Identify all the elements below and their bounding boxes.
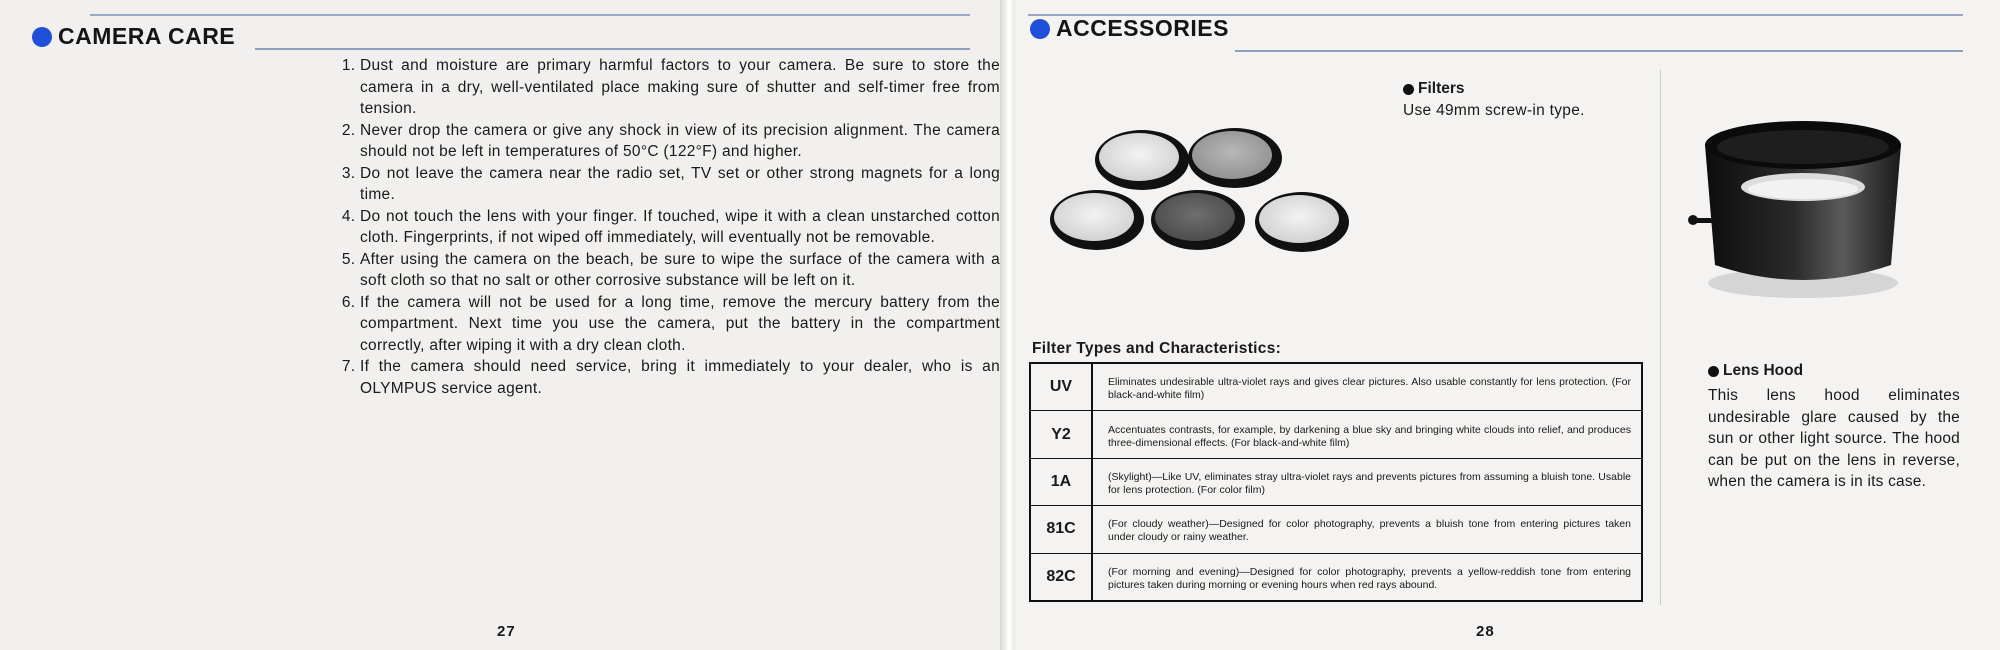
care-item-2: 2. Never drop the camera or give any shock in view of its precision alignment. The camera should not be left in temperatures of 50°C (122°F) and higher. [360,120,1000,163]
filter-description: (For morning and evening)—Designed for color photography, prevents a yellow-reddish tone from entering pictures taken during morning or evening hours when red rays abound. [1108,565,1631,591]
filter-ring-icon [1050,190,1144,250]
camera-care-title: CAMERA CARE [58,23,236,49]
care-item-7: 7. If the camera should need service, bring it immediately to your dealer, who is an OLYMPUS service agent. [360,356,1000,399]
care-item-4: 4. Do not touch the lens with your finger. If touched, wipe it with a clean unstarched cotton cloth. Fingerprints, if not wiped off immediately, will eventually not be removable. [360,206,1000,249]
filter-code: 1A [1031,459,1093,505]
camera-care-heading [32,23,235,50]
filter-code: 81C [1031,506,1093,552]
filter-description: (Skylight)—Like UV, eliminates stray ultra-violet rays and prevents pictures from assuming a bluish tone. Usable for lens protection. (For color film) [1108,471,1631,497]
blue-bullet-icon [1030,19,1050,39]
bullet-icon [1403,84,1414,95]
bullet-icon [1708,366,1719,377]
filter-description: Accentuates contrasts, for example, by darkening a blue sky and bringing white clouds into relief, and produces three-dimensional effects. (For black-and-white film) [1108,423,1631,449]
header-rule-top [90,14,970,16]
page-number-right: 28 [1476,623,1495,640]
table-row [1031,411,1641,458]
filter-table-title: Filter Types and Characteristics: [1032,340,1282,357]
filter-ring-icon [1188,128,1282,188]
blue-bullet-icon [32,27,52,47]
filter-code: 82C [1031,554,1093,600]
filter-description: Eliminates undesirable ultra-violet rays and gives clear pictures. Also usable constantly for lens protection. (For black-and-white film) [1108,376,1631,402]
table-row [1031,364,1641,411]
lens-hood-heading-text: Lens Hood [1723,362,1804,379]
table-row [1031,554,1641,600]
lens-hood-text: This lens hood eliminates undesirable glare caused by the sun or other light source. The hood can be put on the lens in reverse, when the camera is in its case. [1708,387,1960,490]
page-number-left: 27 [497,623,516,640]
header-rule-bottom [255,48,970,50]
filter-ring-icon [1095,130,1189,190]
filter-code: Y2 [1031,411,1093,457]
care-item-6: 6. If the camera will not be used for a long time, remove the mercury battery from the compartment. Next time you use the camera, put the battery in the compartment correctly, after wiping it with a dry clean cloth. [360,292,1000,357]
accessories-heading [1030,15,1229,42]
table-row [1031,506,1641,553]
filter-types-table [1029,362,1643,602]
lens-hood-photo [1685,115,1915,305]
filter-code: UV [1031,364,1093,410]
care-item-3: 3. Do not leave the camera near the radio set, TV set or other strong magnets for a long time. [360,163,1000,206]
accessories-title: ACCESSORIES [1056,15,1229,41]
filter-ring-icon [1151,190,1245,250]
camera-care-list [330,55,1000,399]
book-gutter [1000,0,1015,650]
filters-photo [1050,120,1360,255]
column-divider [1660,70,1661,605]
filters-heading [1403,80,1465,98]
table-row [1031,459,1641,506]
care-item-1: 1. Dust and moisture are primary harmful factors to your camera. Be sure to store the camera in a dry, well-ventilated place making sure of shutter and self-timer free from tension. [360,55,1000,120]
filter-ring-icon [1255,192,1349,252]
lens-hood-heading [1708,362,1803,380]
header-rule-bottom-right [1235,50,1963,52]
filter-description: (For cloudy weather)—Designed for color photography, prevents a bluish tone from entering pictures taken under cloudy or rainy weather. [1108,518,1631,544]
filters-text: Use 49mm screw-in type. [1403,102,1585,119]
filters-heading-text: Filters [1418,80,1465,97]
care-item-5: 5. After using the camera on the beach, be sure to wipe the surface of the camera with a soft cloth so that no salt or other corrosive substance will be left on it. [360,249,1000,292]
